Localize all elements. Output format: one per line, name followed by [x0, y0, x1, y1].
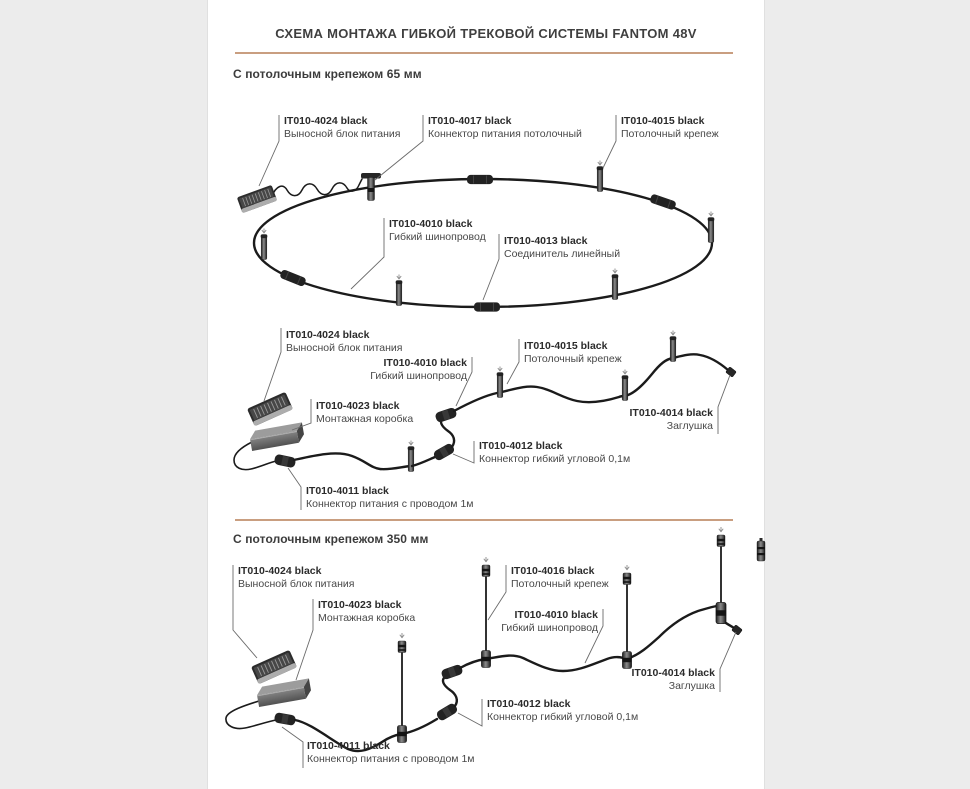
label-box-code: IT010-4023 black [318, 599, 402, 611]
spare-mount-icon [757, 538, 765, 561]
label-cap-code: IT010-4014 black [629, 407, 713, 419]
label-psu [238, 565, 354, 590]
label-feed-wire [307, 740, 475, 765]
label-feed-ceiling-code: IT010-4017 black [428, 115, 512, 127]
label-track-code: IT010-4010 black [514, 609, 598, 621]
label-mount65-code: IT010-4015 black [524, 340, 608, 352]
label-mount65-name: Потолочный крепеж [524, 353, 622, 365]
label-psu-code: IT010-4024 black [286, 329, 370, 341]
ceiling-mount-65-icon [497, 367, 504, 398]
label-box-code: IT010-4023 black [316, 400, 400, 412]
label-mount350-code: IT010-4016 black [511, 565, 595, 577]
ceiling-mount-350-icon [482, 557, 490, 577]
label-track-code: IT010-4010 black [389, 218, 473, 230]
label-psu [284, 115, 400, 140]
label-cap [593, 407, 713, 432]
label-psu-name: Выносной блок питания [238, 578, 355, 590]
linear-connector-icon [279, 269, 307, 287]
label-corner-name: Коннектор гибкий угловой 0,1м [487, 711, 639, 723]
label-track [347, 357, 467, 382]
label-box-name: Монтажная коробка [318, 612, 416, 624]
corner-connector-icon [440, 664, 463, 681]
label-track [389, 218, 486, 243]
ceiling-mount-65-icon [708, 212, 715, 243]
rod-track-sleeve-icon [622, 652, 631, 669]
label-box-name: Монтажная коробка [316, 413, 414, 425]
label-cap-name: Заглушка [668, 680, 715, 692]
ceiling-mount-65-icon [612, 269, 619, 300]
label-psu-code: IT010-4024 black [238, 565, 322, 577]
label-feed-wire [306, 485, 474, 510]
label-track-name: Гибкий шинопровод [370, 370, 467, 382]
label-mount65 [621, 115, 719, 140]
label-corner-code: IT010-4012 black [479, 440, 563, 452]
leader-lines-ring [259, 115, 616, 300]
label-linear-code: IT010-4013 black [504, 235, 588, 247]
label-cap-code: IT010-4014 black [631, 667, 715, 679]
mounting-box-icon [249, 422, 306, 451]
label-corner [487, 698, 638, 723]
page-title: СХЕМА МОНТАЖА ГИБКОЙ ТРЕКОВОЙ СИСТЕМЫ FANTOM 48V [275, 26, 697, 41]
section-heading-350mm: С потолочным крепежом 350 мм [233, 532, 429, 546]
ceiling-mount-350-icon [398, 633, 406, 653]
mounting-box-icon [256, 678, 313, 707]
linear-connector-icon [649, 193, 677, 210]
label-track-name: Гибкий шинопровод [389, 231, 486, 243]
label-cap-name: Заглушка [666, 420, 713, 432]
label-corner-name: Коннектор гибкий угловой 0,1м [479, 453, 631, 465]
track-ring [254, 179, 712, 307]
label-psu-name: Выносной блок питания [284, 128, 401, 140]
label-box [318, 599, 415, 624]
diagram-run-350 [226, 527, 765, 768]
label-psu [286, 329, 402, 354]
label-linear [504, 235, 620, 260]
ceiling-mount-65-icon [396, 275, 403, 306]
psu-icon [251, 650, 297, 684]
label-mount350 [511, 565, 609, 590]
label-cap [595, 667, 715, 692]
label-mount65-name: Потолочный крепеж [621, 128, 719, 140]
feed-connector-icon [274, 454, 297, 469]
ceiling-mount-350-icon [717, 527, 725, 547]
label-track-name: Гибкий шинопровод [501, 622, 598, 634]
ceiling-mount-65-icon [597, 161, 604, 192]
label-feed-wire-name: Коннектор питания с проводом 1м [306, 498, 474, 510]
label-linear-name: Соединитель линейный [504, 248, 621, 260]
label-mount350-name: Потолочный крепеж [511, 578, 609, 590]
label-mount65-code: IT010-4015 black [621, 115, 705, 127]
label-feed-wire-name: Коннектор питания с проводом 1м [307, 753, 475, 765]
corner-connector-icon [434, 407, 457, 423]
label-track-code: IT010-4010 black [383, 357, 467, 369]
label-box [316, 400, 413, 425]
ceiling-mount-350-icon [623, 565, 631, 585]
ceiling-mount-65-icon [261, 229, 268, 260]
rod-track-sleeve-icon [481, 651, 490, 668]
label-psu-code: IT010-4024 black [284, 115, 368, 127]
linear-connector-icon [467, 175, 493, 184]
label-psu-name: Выносной блок питания [286, 342, 403, 354]
psu-cable [272, 179, 362, 196]
psu-icon [237, 185, 277, 213]
label-feed-wire-code: IT010-4011 black [307, 740, 390, 752]
ceiling-mount-65-icon [670, 331, 677, 362]
psu-icon [247, 392, 293, 426]
label-feed-wire-code: IT010-4011 black [306, 485, 389, 497]
label-track [478, 609, 598, 634]
section-heading-65mm: С потолочным крепежом 65 мм [233, 67, 422, 81]
track-run [294, 453, 410, 469]
ceiling-mount-65-icon [622, 370, 629, 401]
diagram-ring-65 [237, 115, 715, 312]
label-feed-ceiling-name: Коннектор питания потолочный [428, 128, 582, 140]
label-corner [479, 440, 630, 465]
linear-connector-icon [474, 302, 500, 311]
label-corner-code: IT010-4012 black [487, 698, 571, 710]
label-mount65 [524, 340, 622, 365]
label-feed-ceiling [428, 115, 582, 140]
feed-connector-icon [274, 712, 296, 726]
rod-track-sleeve-icon [716, 602, 726, 623]
